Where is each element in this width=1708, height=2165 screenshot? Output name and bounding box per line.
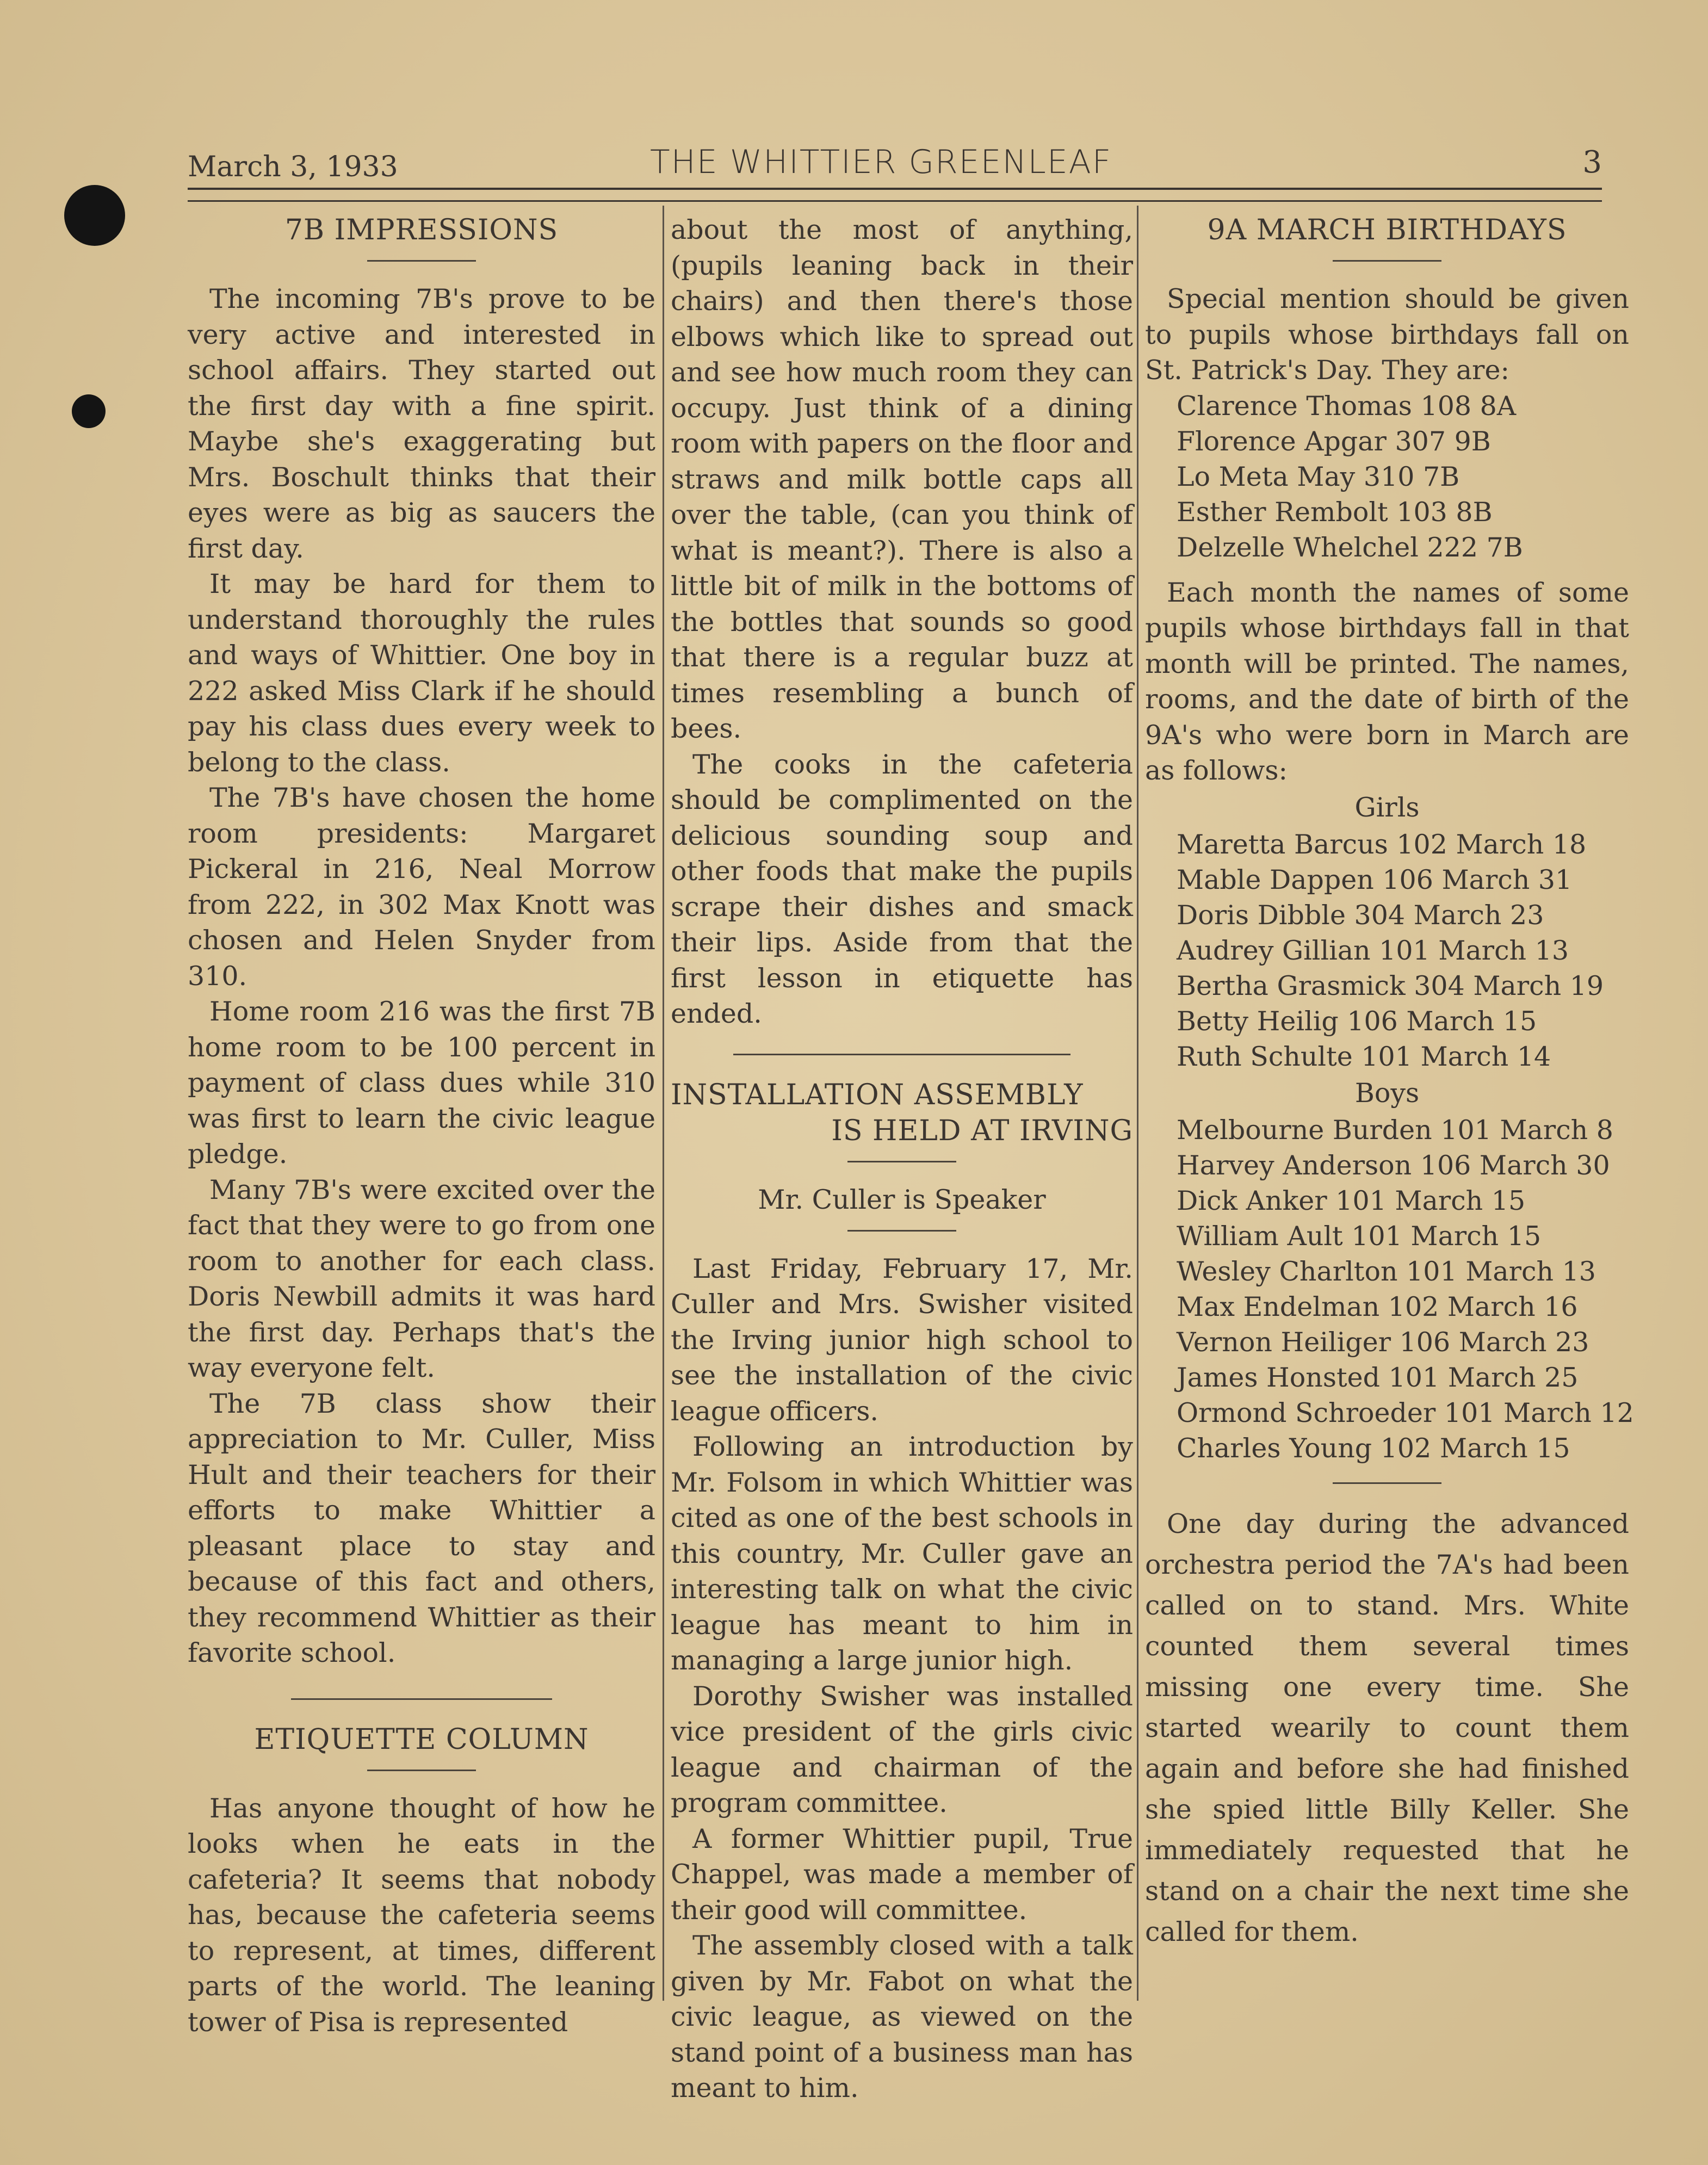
divider [1333,1482,1441,1484]
divider [847,1230,956,1232]
list-item: Max Endelman 102 March 16 [1177,1291,1578,1322]
list-item: Mable Dappen 106 March 31 [1177,864,1573,895]
masthead-rule [188,200,1602,202]
divider [1333,260,1441,262]
paragraph: Home room 216 was the first 7B home room to be 100 percent in payment of class dues while 310 was first to learn the civic league pledge. [188,996,655,1170]
issue-date: March 3, 1933 [188,151,398,183]
list-item: Delzelle Whelchel 222 7B [1177,531,1523,563]
paragraph: Has anyone thought of how he looks when he eats in the cafeteria? It seems that nobody has, because the cafeteria seems to represent, at times, different parts of the world. The leaning tower of Pisa is represented [188,1792,655,2038]
list-item: Esther Rembolt 103 8B [1177,496,1493,528]
divider [733,1054,1070,1055]
list-item: Florence Apgar 307 9B [1177,425,1491,457]
divider [291,1698,552,1700]
paragraph: Last Friday, February 17, Mr. Culler and Mrs. Swisher visited the Irving junior high school to see the installation of the civic league officers. [671,1253,1133,1427]
divider [367,1770,476,1771]
paragraph: It may be hard for them to understand thoroughly the rules and ways of Whittier. One boy in 222 asked Miss Clark if he should pay his class dues every week to belong to the class. [188,568,655,778]
paragraph: The assembly closed with a talk given by Mr. Fabot on what the civic league, as viewed on the stand point of a business man has meant to him. [671,1930,1133,2104]
paragraph: Many 7B's were excited over the fact that they were to go from one room to another for each class. Doris Newbill admits it was hard the first day. Perhaps that's the way everyone felt. [188,1174,655,1383]
paragraph: Each month the names of some pupils whose birthdays fall in that month will be printed. The names, rooms, and the date of birth of the 9A's who were born in March are as follows: [1145,577,1629,786]
list-item: Clarence Thomas 108 8A [1177,390,1517,422]
paragraph: about the most of anything, (pupils leaning back in their chairs) and then there's those elbows which like to spread out and see how much room they can occupy. Just think of a dining room with papers on the floor and straws and milk bottle caps all over the table, (can you think of what is meant?). There is also a little bit of milk in the bottoms of the bottles that sounds so good that there is a regular buzz at times resembling a bunch of bees. [671,214,1133,744]
column-divider [1137,206,1138,2001]
list-item: Bertha Grasmick 304 March 19 [1177,970,1604,1001]
list-item: Lo Meta May 310 7B [1177,461,1460,492]
binder-hole [72,394,106,428]
masthead-rule [188,188,1602,190]
list-item: Wesley Charlton 101 March 13 [1177,1255,1596,1287]
boys-label: Boys [1354,1077,1420,1109]
girls-list [1145,827,1629,1074]
list-item: Melbourne Burden 101 March 8 [1177,1114,1613,1146]
headline-9a-march-birthdays: 9A MARCH BIRTHDAYS [1207,214,1567,246]
paragraph: The 7B's have chosen the home room presidents: Margaret Pickeral in 216, Neal Morrow from 222, in 302 Max Knott was chosen and Helen Snyder from 310. [188,782,655,992]
list-item: William Ault 101 March 15 [1177,1220,1542,1252]
list-item: Vernon Heiliger 106 March 23 [1177,1326,1589,1358]
column-1 [188,212,655,2040]
column-3 [1145,212,1634,1952]
paragraph: The incoming 7B's prove to be very active and interested in school affairs. They started out the first day with a fine spirit. Maybe she's exaggerating but Mrs. Boschult thinks that their eyes were as big as saucers the first day. [188,283,655,564]
divider [847,1161,956,1162]
paragraph: One day during the advanced orchestra period the 7A's had been called on to stand. Mrs. White counted them several times missing one every time. She started wearily to count them again and before she had finished she spied little Billy Keller. She immediately requested that he stand on a chair the next time she called for them. [1145,1508,1629,1947]
paragraph: Special mention should be given to pupils whose birthdays fall on St. Patrick's Day. They are: [1145,283,1629,386]
paragraph: A former Whittier pupil, True Chappel, was made a member of their good will committee. [671,1823,1133,1926]
list-item: Ruth Schulte 101 March 14 [1177,1041,1551,1072]
headline-7b-impressions: 7B IMPRESSIONS [284,214,559,246]
paragraph: Following an introduction by Mr. Folsom in which Whittier was cited as one of the best schools in this country, Mr. Culler gave an interesting talk on what the civic league has meant to him in managing a large junior high. [671,1431,1133,1676]
subheadline: Mr. Culler is Speaker [758,1184,1046,1215]
headline-installation-assembly-line2: IS HELD AT IRVING [831,1114,1133,1147]
list-item: Harvey Anderson 106 March 30 [1177,1149,1610,1181]
paragraph: The cooks in the cafeteria should be complimented on the delicious sounding soup and other foods that make the pupils scrape their dishes and smack their lips. Aside from that the first lesson in etiquette has ended. [671,749,1133,1029]
list-item: James Honsted 101 March 25 [1177,1362,1579,1393]
divider [367,260,476,262]
girls-label: Girls [1354,791,1420,823]
list-item: Charles Young 102 March 15 [1177,1432,1570,1464]
boys-list [1145,1112,1634,1466]
list-item: Doris Dibble 304 March 23 [1177,899,1544,931]
headline-installation-assembly: INSTALLATION ASSEMBLY [671,1078,1084,1111]
column-2 [671,212,1133,2106]
list-item: Dick Anker 101 March 15 [1177,1185,1526,1216]
column-divider [663,206,664,2001]
masthead [188,139,1602,188]
newspaper-title: THE WHITTIER GREENLEAF [650,143,1112,181]
paragraph: The 7B class show their appreciation to Mr. Culler, Miss Hult and their teachers for their efforts to make Whittier a pleasant place to stay and because of this fact and others, they recommend Whittier as their favorite school. [188,1388,655,1668]
headline-etiquette-column: ETIQUETTE COLUMN [254,1723,589,1756]
list-item: Maretta Barcus 102 March 18 [1177,828,1587,860]
binder-hole [64,185,125,246]
list-item: Ormond Schroeder 101 March 12 [1177,1397,1634,1428]
list-item: Betty Heilig 106 March 15 [1177,1005,1537,1037]
list-item: Audrey Gillian 101 March 13 [1177,935,1569,966]
paragraph: Dorothy Swisher was installed vice president of the girls civic league and chairman of the program committee. [671,1680,1133,1818]
st-patricks-list [1145,388,1629,565]
page-number: 3 [1582,145,1602,180]
